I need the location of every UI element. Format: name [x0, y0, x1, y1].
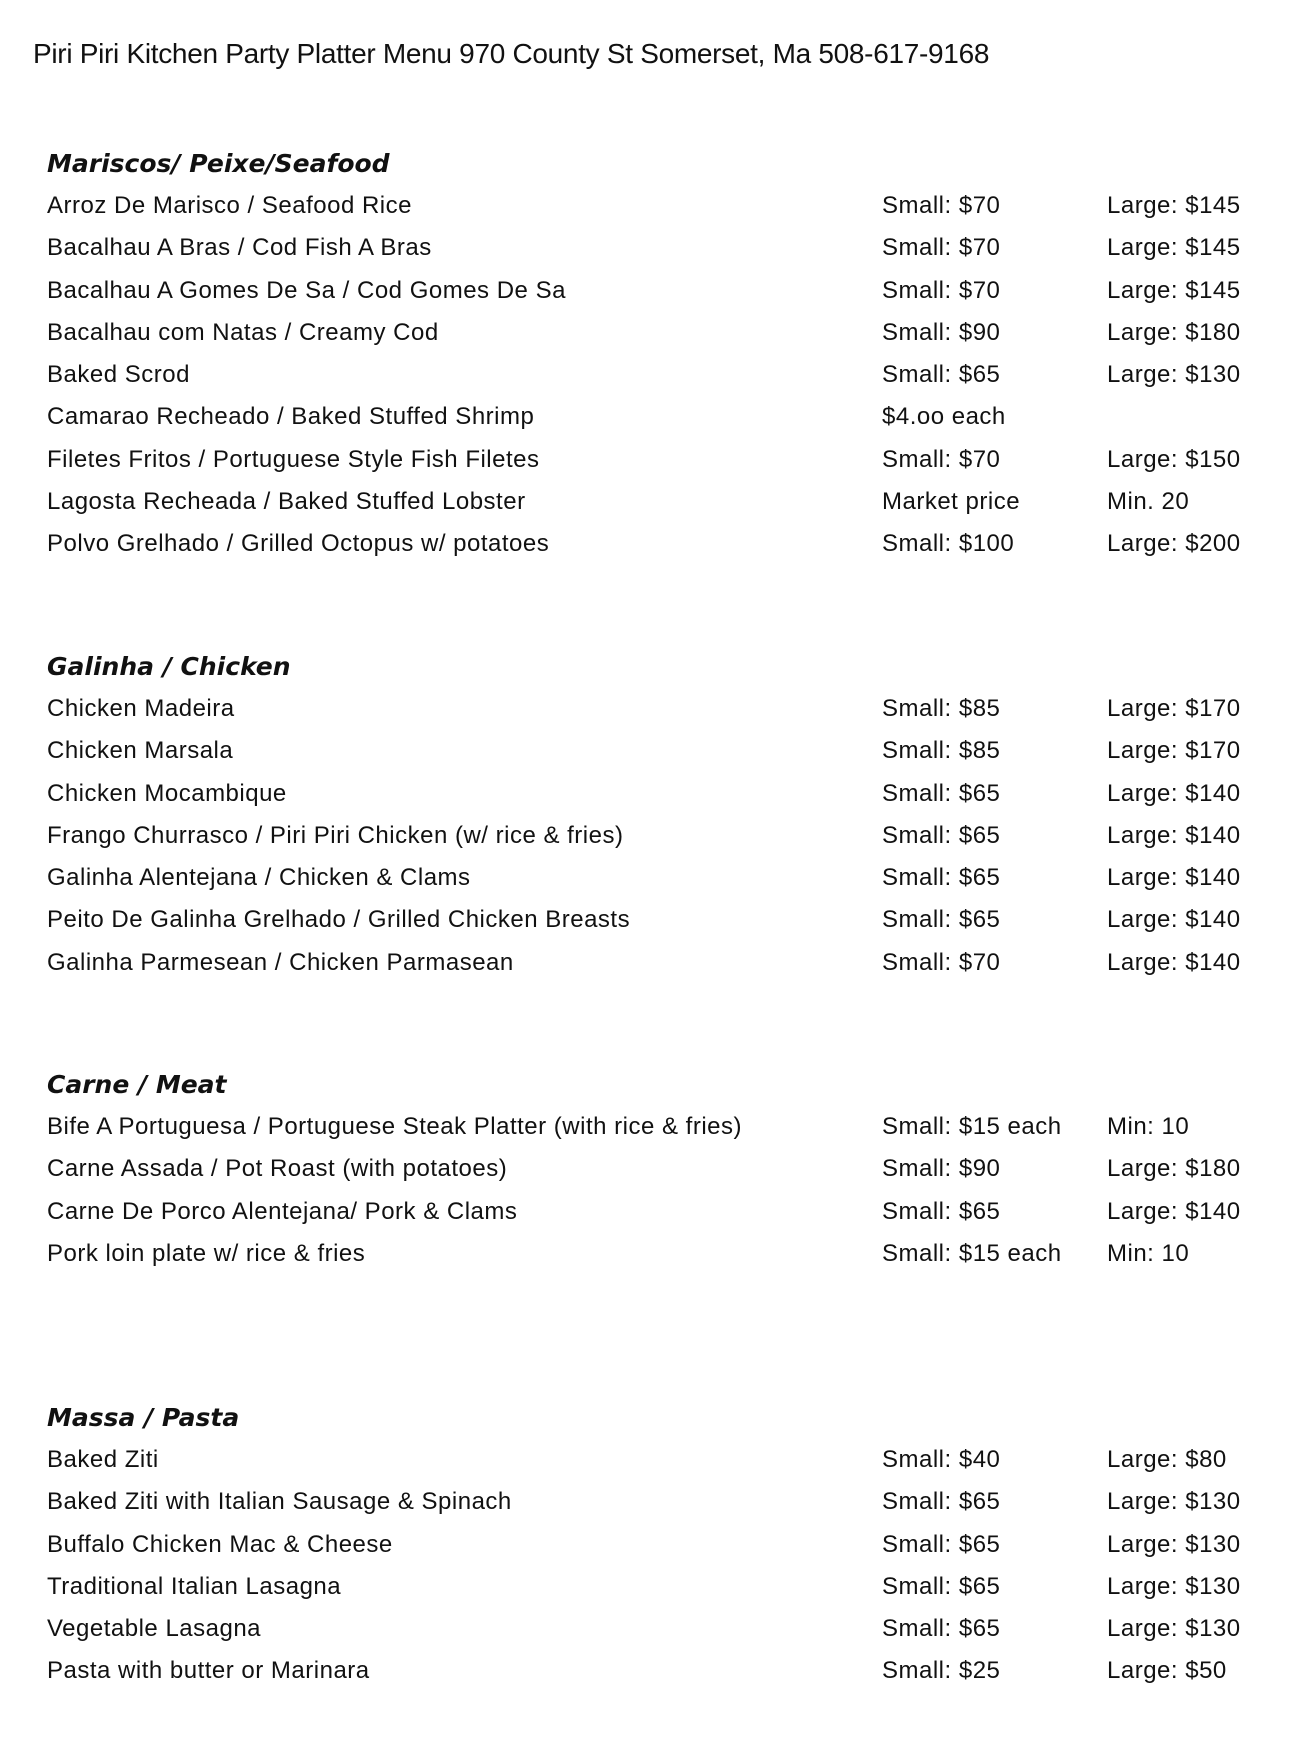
item-large-price: Large: $140 [1107, 906, 1241, 934]
menu-item [47, 942, 1267, 984]
item-small-price: Small: $25 [882, 1657, 1001, 1685]
section-title: Carne / Meat [47, 1070, 227, 1099]
item-small-price: Small: $70 [882, 948, 1001, 976]
item-large-price: Large: $130 [1107, 1615, 1241, 1643]
item-large-price: Large: $140 [1107, 948, 1241, 976]
item-small-price: Small: $100 [882, 530, 1015, 558]
section-title: Galinha / Chicken [47, 652, 291, 681]
item-small-price: Small: $65 [882, 779, 1001, 807]
item-small-price: $4.oo each [882, 403, 1006, 431]
item-small-price: Small: $65 [882, 1197, 1001, 1225]
item-small-price: Small: $70 [882, 445, 1001, 473]
item-small-price: Small: $85 [882, 695, 1001, 722]
menu-item [47, 439, 1267, 481]
section-chicken [47, 646, 1267, 984]
item-small-price: Small: $65 [882, 1530, 1001, 1558]
item-large-price: Large: $140 [1107, 1197, 1241, 1225]
item-large-price: Large: $170 [1107, 737, 1241, 765]
menu-item [47, 773, 1267, 815]
item-small-price: Small: $65 [882, 864, 1001, 892]
item-large-price: Large: $200 [1107, 530, 1241, 558]
menu-item [47, 1481, 1267, 1523]
item-name: Filetes Fritos / Portuguese Style Fish Filetes [47, 445, 540, 473]
item-small-price: Market price [882, 488, 1021, 516]
item-name: Baked Ziti [47, 1446, 159, 1473]
item-small-price: Small: $65 [882, 1488, 1001, 1516]
menu-item [47, 1106, 1267, 1148]
item-large-price: Large: $150 [1107, 445, 1241, 473]
item-small-price: Small: $65 [882, 361, 1001, 389]
menu-item [47, 270, 1267, 312]
item-name: Chicken Mocambique [47, 779, 287, 807]
menu-item [47, 185, 1267, 227]
item-large-price: Large: $140 [1107, 821, 1241, 849]
menu-item [47, 354, 1267, 396]
menu-item [47, 1650, 1267, 1692]
item-name: Arroz De Marisco / Seafood Rice [47, 192, 412, 219]
item-large-price: Large: $130 [1107, 1488, 1241, 1516]
menu-item [47, 730, 1267, 772]
item-small-price: Small: $70 [882, 276, 1001, 304]
item-name: Bacalhau A Gomes De Sa / Cod Gomes De Sa [47, 276, 566, 304]
item-name: Bacalhau com Natas / Creamy Cod [47, 318, 439, 346]
item-name: Traditional Italian Lasagna [47, 1572, 342, 1600]
menu-item [47, 857, 1267, 899]
item-name: Pork loin plate w/ rice & fries [47, 1239, 366, 1267]
item-large-price: Large: $145 [1107, 276, 1241, 304]
menu-item [47, 481, 1267, 523]
item-name: Buffalo Chicken Mac & Cheese [47, 1530, 393, 1558]
item-small-price: Small: $65 [882, 821, 1001, 849]
item-name: Polvo Grelhado / Grilled Octopus w/ potatoes [47, 530, 550, 558]
item-name: Galinha Alentejana / Chicken & Clams [47, 864, 471, 892]
menu-item [47, 1608, 1267, 1650]
menu-item [47, 1524, 1267, 1566]
menu-item [47, 1439, 1267, 1481]
item-large-price: Large: $130 [1107, 1530, 1241, 1558]
item-small-price: Small: $65 [882, 1572, 1001, 1600]
menu-item [47, 1148, 1267, 1190]
item-large-price: Large: $145 [1107, 234, 1241, 262]
item-large-price: Large: $170 [1107, 695, 1241, 722]
menu-item [47, 899, 1267, 941]
item-large-price: Large: $50 [1107, 1657, 1227, 1685]
item-name: Peito De Galinha Grelhado / Grilled Chicken Breasts [47, 906, 631, 934]
item-name: Carne De Porco Alentejana/ Pork & Clams [47, 1197, 518, 1225]
item-name: Galinha Parmesean / Chicken Parmasean [47, 948, 514, 976]
item-small-price: Small: $40 [882, 1446, 1001, 1473]
item-large-price: Large: $140 [1107, 864, 1241, 892]
item-large-price: Large: $80 [1107, 1446, 1227, 1473]
menu-item [47, 523, 1267, 565]
menu-item [47, 312, 1267, 354]
item-name: Bacalhau A Bras / Cod Fish A Bras [47, 234, 432, 262]
item-small-price: Small: $70 [882, 234, 1001, 262]
section-pasta [47, 1397, 1267, 1693]
item-large-price: Large: $130 [1107, 361, 1241, 389]
item-small-price: Small: $15 each [882, 1239, 1062, 1267]
item-large-price: Min: 10 [1107, 1239, 1190, 1267]
item-large-price: Large: $145 [1107, 192, 1241, 219]
item-large-price: Large: $140 [1107, 779, 1241, 807]
item-name: Carne Assada / Pot Roast (with potatoes) [47, 1155, 508, 1183]
item-name: Lagosta Recheada / Baked Stuffed Lobster [47, 488, 526, 516]
item-name: Pasta with butter or Marinara [47, 1657, 370, 1685]
section-meat [47, 1064, 1267, 1275]
section-title: Mariscos/ Peixe/Seafood [47, 149, 390, 178]
item-large-price: Large: $180 [1107, 1155, 1241, 1183]
menu-item [47, 396, 1267, 438]
menu-item [47, 1191, 1267, 1233]
item-small-price: Small: $90 [882, 1155, 1001, 1183]
menu-item [47, 688, 1267, 730]
item-small-price: Small: $65 [882, 906, 1001, 934]
section-title: Massa / Pasta [47, 1403, 240, 1432]
item-name: Chicken Marsala [47, 737, 234, 765]
item-small-price: Small: $65 [882, 1615, 1001, 1643]
section-seafood [47, 143, 1267, 566]
item-name: Chicken Madeira [47, 695, 235, 722]
menu-item [47, 815, 1267, 857]
item-small-price: Small: $85 [882, 737, 1001, 765]
item-large-price: Min. 20 [1107, 488, 1190, 516]
item-name: Camarao Recheado / Baked Stuffed Shrimp [47, 403, 535, 431]
item-name: Frango Churrasco / Piri Piri Chicken (w/ rice & fries) [47, 821, 624, 849]
page-title: Piri Piri Kitchen Party Platter Menu 970 County St Somerset, Ma 508-617-9168 [33, 38, 990, 69]
menu-item [47, 1233, 1267, 1275]
item-large-price: Large: $130 [1107, 1572, 1241, 1600]
menu-item [47, 227, 1267, 269]
item-name: Baked Ziti with Italian Sausage & Spinach [47, 1488, 512, 1516]
item-name: Baked Scrod [47, 361, 190, 389]
item-small-price: Small: $15 each [882, 1113, 1062, 1140]
item-name: Bife A Portuguesa / Portuguese Steak Platter (with rice & fries) [47, 1113, 742, 1140]
item-large-price: Min: 10 [1107, 1113, 1190, 1140]
item-small-price: Small: $70 [882, 192, 1001, 219]
menu-item [47, 1566, 1267, 1608]
item-name: Vegetable Lasagna [47, 1615, 262, 1643]
item-small-price: Small: $90 [882, 318, 1001, 346]
item-large-price: Large: $180 [1107, 318, 1241, 346]
